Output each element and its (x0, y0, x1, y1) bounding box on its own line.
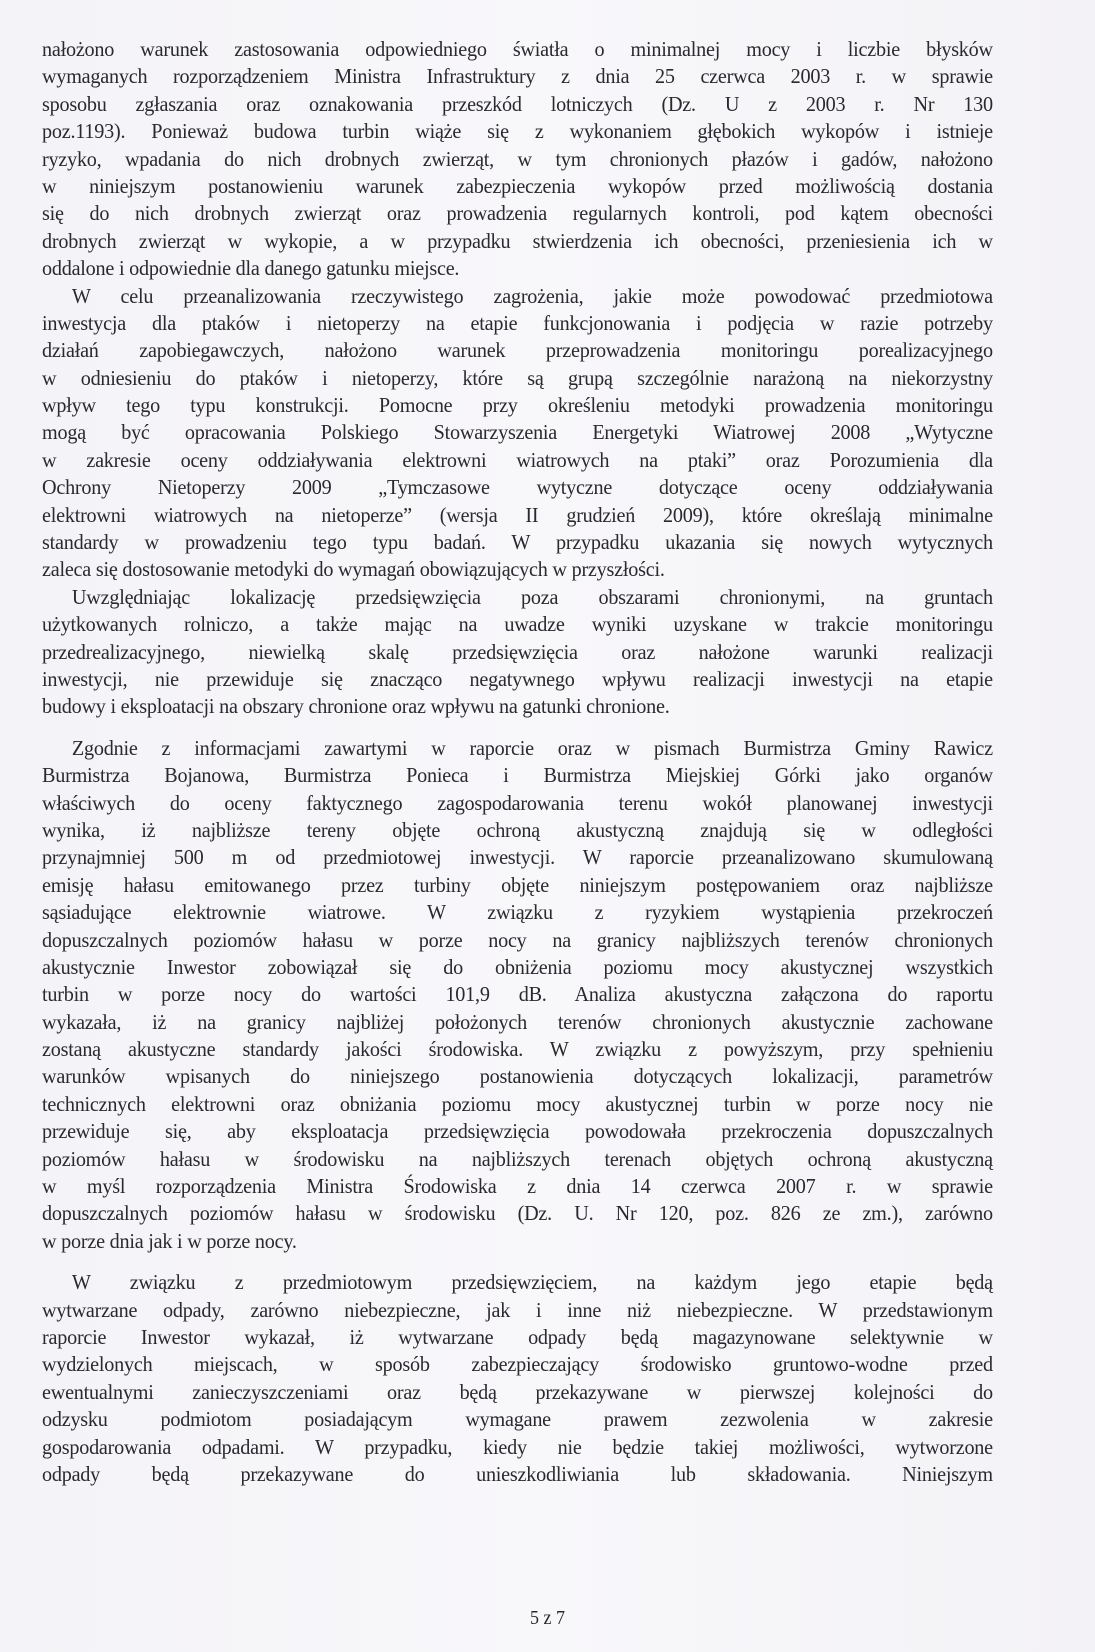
text-line: Zgodnie z informacjami zawartymi w raporcie oraz w pismach Burmistrza Gminy Rawicz (71, 735, 993, 760)
page-number: 5 z 7 (529, 1607, 565, 1629)
paragraph (42, 735, 993, 1255)
text-line: w porze dnia jak i w porze nocy. (42, 1228, 297, 1253)
text-line: wykazała, iż na granicy najbliżej położonych terenów chronionych akustycznie zachowane (42, 1009, 993, 1034)
text-line: dopuszczalnych poziomów hałasu w porze nocy na granicy najbliższych terenów chronionych (42, 927, 993, 952)
paragraph (42, 283, 993, 584)
text-line: poz.1193). Ponieważ budowa turbin wiąże się z wykonaniem głębokich wykopów i istnieje (42, 119, 993, 144)
text-line: Ochrony Nietoperzy 2009 „Tymczasowe wytyczne dotyczące oceny oddziaływania (42, 475, 993, 500)
text-line: budowy i eksploatacji na obszary chronione oraz wpływu na gatunki chronione. (42, 694, 670, 719)
text-line: wynika, iż najbliższe tereny objęte ochroną akustyczną znajdują się w odległości (42, 817, 993, 842)
text-line: emisję hałasu emitowanego przez turbiny objęte niniejszym postępowaniem oraz najbliższe (42, 872, 993, 897)
text-line: nałożono warunek zastosowania odpowiedniego światła o minimalnej mocy i liczbie błysków (42, 37, 993, 61)
paragraph (42, 36, 993, 283)
text-line: akustycznie Inwestor zobowiązał się do obniżenia poziomu mocy akustycznej wszystkich (42, 954, 993, 979)
text-line: wytwarzane odpady, zarówno niebezpieczne, jak i inne niż niebezpieczne. W przedstawionym (42, 1297, 993, 1322)
text-line: drobnych zwierząt w wykopie, a w przypadku stwierdzenia ich obecności, przeniesienia ich w (42, 228, 993, 253)
text-line: w odniesieniu do ptaków i nietoperzy, które są grupą szczególnie narażoną na niekorzystny (42, 365, 993, 390)
text-line: zaleca się dostosowanie metodyki do wymagań obowiązujących w przyszłości. (42, 557, 665, 582)
body-text-container (42, 36, 993, 1488)
text-line: wpływ tego typu konstrukcji. Pomocne przy określeniu metodyki prowadzenia monitoringu (42, 393, 993, 418)
text-line: przedrealizacyjnego, niewielką skalę przedsięwzięcia oraz nałożone warunki realizacji (42, 639, 993, 664)
text-line: Uwzględniając lokalizację przedsięwzięcia poza obszarami chronionymi, na gruntach (71, 584, 993, 609)
paragraph-gap (42, 721, 993, 735)
text-line: inwestycji, nie przewiduje się znacząco negatywnego wpływu realizacji inwestycji na etapie (42, 666, 993, 691)
text-line: w niniejszym postanowieniu warunek zabezpieczenia wykopów przed możliwością dostania (42, 173, 993, 198)
text-line: sąsiadujące elektrownie wiatrowe. W związku z ryzykiem wystąpienia przekroczeń (42, 900, 993, 925)
text-line: wymaganych rozporządzeniem Ministra Infrastruktury z dnia 25 czerwca 2003 r. w sprawie (42, 64, 993, 89)
paragraph-gap (42, 1255, 993, 1269)
text-line: dopuszczalnych poziomów hałasu w środowisku (Dz. U. Nr 120, poz. 826 ze zm.), zarówno (42, 1201, 993, 1226)
text-line: warunków wpisanych do niniejszego postanowienia dotyczących lokalizacji, parametrów (42, 1064, 993, 1089)
text-line: odzysku podmiotom posiadającym wymagane prawem zezwolenia w zakresie (42, 1407, 993, 1432)
text-line: standardy w prowadzeniu tego typu badań. W przypadku ukazania się nowych wytycznych (42, 530, 993, 555)
paragraph (42, 584, 993, 721)
text-line: turbin w porze nocy do wartości 101,9 dB. Analiza akustyczna załączona do raportu (42, 982, 993, 1007)
text-line: przynajmniej 500 m od przedmiotowej inwestycji. W raporcie przeanalizowano skumulowaną (42, 845, 993, 870)
text-line: gospodarowania odpadami. W przypadku, kiedy nie będzie takiej możliwości, wytworzone (42, 1434, 993, 1459)
text-line: ryzyko, wpadania do nich drobnych zwierząt, w tym chronionych płazów i gadów, nałożono (42, 146, 993, 171)
text-line: w myśl rozporządzenia Ministra Środowiska z dnia 14 czerwca 2007 r. w sprawie (42, 1174, 993, 1199)
text-line: się do nich drobnych zwierząt oraz prowadzenia regularnych kontroli, pod kątem obecności (42, 201, 993, 226)
text-line: przewiduje się, aby eksploatacja przedsięwzięcia powodowała przekroczenia dopuszczalnych (42, 1119, 993, 1144)
text-line: inwestycja dla ptaków i nietoperzy na etapie funkcjonowania i podjęcia w razie potrzeby (42, 310, 993, 335)
text-line: właściwych do oceny faktycznego zagospodarowania terenu wokół planowanej inwestycji (42, 790, 993, 815)
text-line: W celu przeanalizowania rzeczywistego zagrożenia, jakie może powodować przedmiotowa (71, 283, 993, 308)
text-line: ewentualnymi zanieczyszczeniami oraz będą przekazywane w pierwszej kolejności do (42, 1379, 993, 1404)
text-line: wydzielonych miejscach, w sposób zabezpieczający środowisko gruntowo-wodne przed (42, 1352, 993, 1377)
text-line: raporcie Inwestor wykazał, iż wytwarzane odpady będą magazynowane selektywnie w (42, 1324, 993, 1349)
text-line: działań zapobiegawczych, nałożono warunek przeprowadzenia monitoringu porealizacyjnego (42, 338, 993, 363)
text-line: technicznych elektrowni oraz obniżania poziomu mocy akustycznej turbin w porze nocy nie (42, 1091, 993, 1116)
text-line: sposobu zgłaszania oraz oznakowania przeszkód lotniczych (Dz. U z 2003 r. Nr 130 (42, 91, 993, 116)
text-line: elektrowni wiatrowych na nietoperze” (wersja II grudzień 2009), które określają minimalne (42, 502, 993, 527)
text-line: Burmistrza Bojanowa, Burmistrza Ponieca i Burmistrza Miejskiej Górki jako organów (42, 763, 993, 788)
text-line: poziomów hałasu w środowisku na najbliższych terenach objętych ochroną akustyczną (42, 1146, 993, 1171)
text-line: oddalone i odpowiednie dla danego gatunku miejsce. (42, 256, 460, 281)
text-line: w zakresie oceny oddziaływania elektrowni wiatrowych na ptaki” oraz Porozumienia dla (42, 447, 993, 472)
text-line: W związku z przedmiotowym przedsięwzięciem, na każdym jego etapie będą (71, 1270, 993, 1295)
paragraph (42, 1269, 993, 1488)
document-body (42, 36, 993, 1488)
text-line: zostaną akustyczne standardy jakości środowiska. W związku z powyższym, przy spełnieniu (42, 1037, 993, 1062)
text-line: użytkowanych rolniczo, a także mając na uwadze wyniki uzyskane w trakcie monitoringu (42, 612, 993, 637)
text-line: odpady będą przekazywane do unieszkodliwiania lub składowania. Niniejszym (42, 1461, 993, 1486)
text-line: mogą być opracowania Polskiego Stowarzyszenia Energetyki Wiatrowej 2008 „Wytyczne (42, 420, 993, 445)
